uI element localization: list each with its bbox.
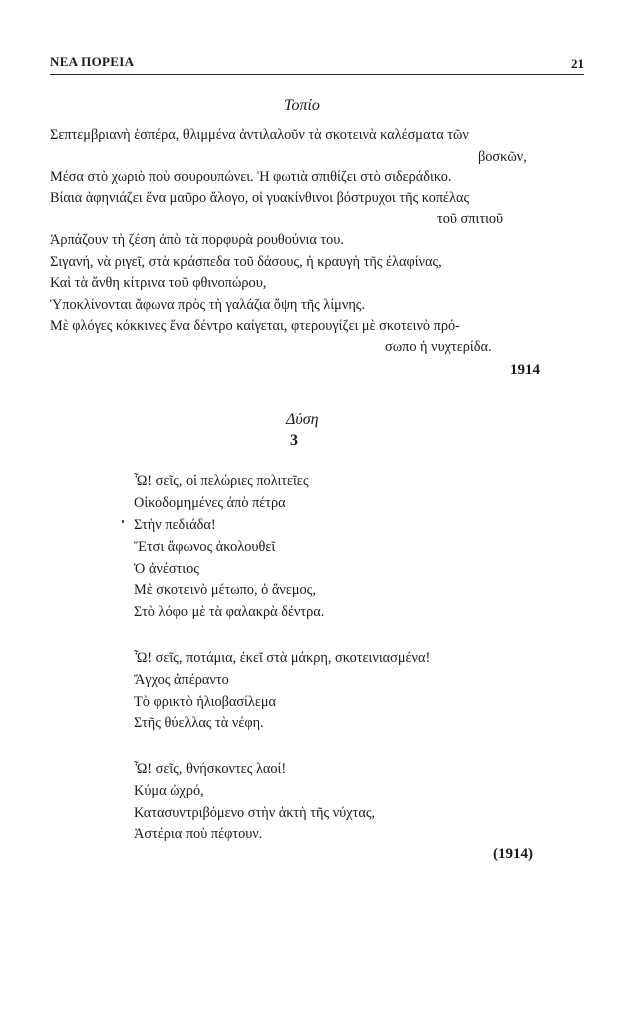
poem-line: Ἁρπάζουν τὴ ζέση ἀπὸ τὰ πορφυρὰ ρουθούνια του. [50,232,344,248]
poem-line: Μὲ φλόγες κόκκινες ἕνα δέντρο καίγεται, φτερουγίζει μὲ σκοτεινὸ πρό- [50,318,460,334]
poem-title: Δύση [286,411,319,428]
poem-line-continuation: σωπο ἡ νυχτερίδα. [385,339,492,355]
poem-line: Μέσα στὸ χωριὸ ποὺ σουρουπώνει. Ἡ φωτιὰ σπιθίζει στὸ σιδεράδικο. [50,169,452,185]
poem-line: Στῆς θύελλας τὰ νέφη. [134,715,264,731]
poem-line: Κατασυντριβόμενο στὴν ἀκτὴ τῆς νύχτας, [134,805,376,821]
poem-line: Μὲ σκοτεινὸ μέτωπο, ὁ ἄνεμος, [134,582,316,598]
running-head: ΝΕΑ ΠΟΡΕΙΑ [50,54,135,69]
poem-line: Ἔτσι ἄφωνος ἀκολουθεῖ [134,539,276,555]
poem-line: Σιγανή, νὰ ριγεῖ, στὰ κράσπεδα τοῦ δάσους, ἡ κραυγὴ τῆς ἐλαφίνας, [50,254,442,270]
poem-line: Ἄγχος ἀπέραντο [134,672,229,688]
poem-line: Ὁ ἀνέστιος [134,561,199,577]
section-number: 3 [290,432,298,449]
poem-line: Ἀστέρια ποὺ πέφτουν. [134,826,263,842]
poem-line: Οἰκοδομημένες ἀπὸ πέτρα [134,495,286,511]
poem-line: Σεπτεμβριανὴ ἑσπέρα, θλιμμένα ἀντιλαλοῦν τὰ σκοτεινὰ καλέσματα τῶν [50,127,469,143]
poem-year: (1914) [493,846,533,862]
poem-line: Κύμα ὠχρό, [134,783,204,799]
poem-line: Βίαια ἀφηνιάζει ἕνα μαῦρο ἄλογο, οἱ γυακίνθινοι βόστρυχοι τῆς κοπέλας [50,190,470,206]
poem-line-continuation: βοσκῶν, [478,149,527,165]
page-number: 21 [571,56,584,71]
poem-line: Ὦ! σεῖς, ποτάμια, ἐκεῖ στὰ μάκρη, σκοτεινιασμένα! [134,650,431,666]
page-header [50,54,584,75]
poem-line: Ὦ! σεῖς, οἱ πελώριες πολιτεῖες [134,473,309,489]
poem-line: Στὸ λόφο μὲ τὰ φαλακρὰ δέντρα. [134,604,325,620]
poem-line: Ὑποκλίνονται ἄφωνα πρὸς τὴ γαλάζια ὄψη τῆς λίμνης. [50,297,366,313]
poem-title: Τοπίο [284,97,320,114]
poem-line: Στὴν πεδιάδα! [134,517,216,533]
print-speck [122,520,124,523]
poem-line: Καὶ τὰ ἄνθη κίτρινα τοῦ φθινοπώρου, [50,275,267,291]
poem-line: Τὸ φρικτὸ ἡλιοβασίλεμα [134,694,276,710]
poem-line: Ὦ! σεῖς, θνήσκοντες λαοί! [134,761,287,777]
poem-line-continuation: τοῦ σπιτιοῦ [437,211,504,227]
poem-year: 1914 [510,362,540,378]
